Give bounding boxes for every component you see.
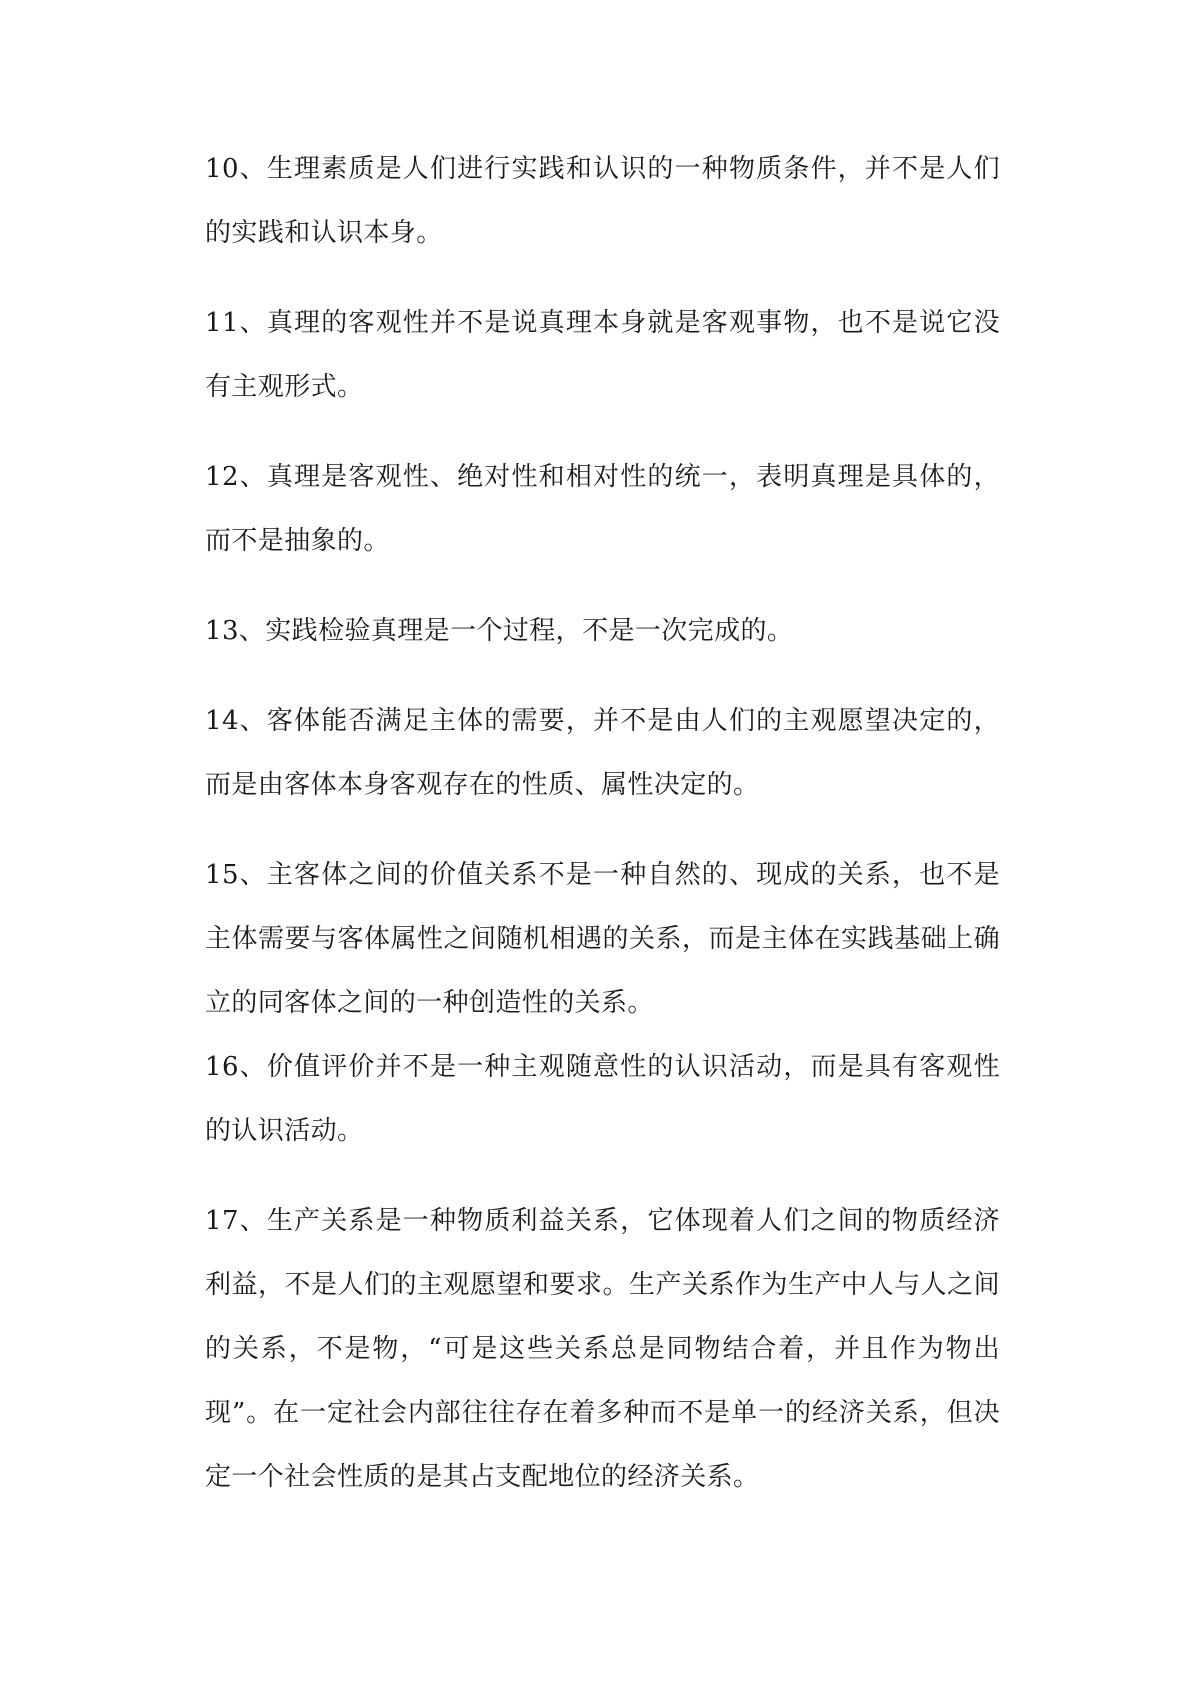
paragraph-13: 13、实践检验真理是一个过程，不是一次完成的。 <box>205 616 794 646</box>
paragraph-14: 14、客体能否满足主体的需要，并不是由人们的主观愿望决定的，而是由客体本身客观存在的性质、属性决定的。 <box>205 706 1000 800</box>
paragraph-15: 15、主客体之间的价值关系不是一种自然的、现成的关系，也不是主体需要与客体属性之间随机相遇的关系，而是主体在实践基础上确立的同客体之间的一种创造性的关系。 <box>205 860 1000 1018</box>
paragraph-10: 10、生理素质是人们进行实践和认识的一种物质条件，并不是人们的实践和认识本身。 <box>205 154 1000 248</box>
document-body <box>205 137 1000 1535</box>
paragraph-12: 12、真理是客观性、绝对性和相对性的统一，表明真理是具体的，而不是抽象的。 <box>205 462 1000 556</box>
paragraph-11: 11、真理的客观性并不是说真理本身就是客观事物，也不是说它没有主观形式。 <box>205 308 1000 402</box>
paragraph-16: 16、价值评价并不是一种主观随意性的认识活动，而是具有客观性的认识活动。 <box>205 1052 1000 1146</box>
paragraph-17: 17、生产关系是一种物质利益关系，它体现着人们之间的物质经济利益，不是人们的主观愿望和要求。生产关系作为生产中人与人之间的关系，不是物，“可是这些关系总是同物结合着，并且作为物出现”。在一定社会内部往往存在着多种而不是单一的经济关系，但决定一个社会性质的是其占支配地位的经济关系。 <box>205 1206 1000 1492</box>
